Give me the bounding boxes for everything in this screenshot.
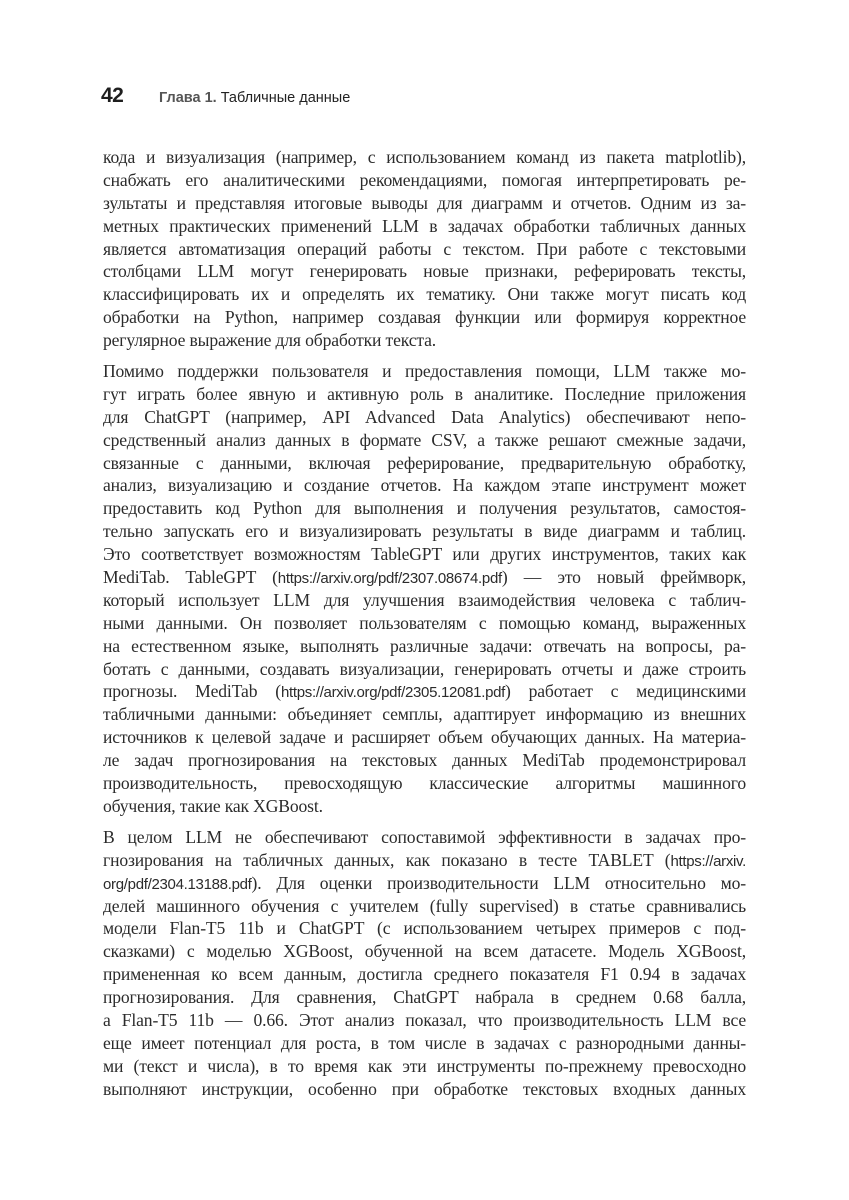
text-line: кода и визуализация (например, с использованием команд из пакета matplotlib),	[103, 147, 746, 167]
text-line: средственный анализ данных в формате CSV, а также решают смежные задачи,	[103, 429, 746, 450]
text-line-with-link	[103, 566, 746, 589]
text-fragment: ) работает с медицинскими	[505, 681, 746, 702]
text-line: примененная ко всем данным, достигла среднего показателя F1 0.94 в задачах	[103, 964, 746, 985]
body-text	[103, 146, 746, 1109]
text-line: ботать с данными, создавать визуализации, генерировать отчеты и даже строить	[103, 658, 746, 679]
text-line: который использует LLM для улучшения взаимодействия человека с таблич-	[103, 589, 746, 610]
text-line: снабжать его аналитическими рекомендациями, помогая интерпретировать ре-	[103, 169, 746, 190]
text-line: ми (текст и числа), в то время как эти инструменты по-прежнему превосходно	[103, 1055, 746, 1076]
text-line: табличными данными: объединяет семплы, адаптирует информацию из внешних	[103, 704, 746, 725]
text-line: делей машинного обучения с учителем (fully supervised) в статье сравнивались	[103, 895, 746, 916]
page-number: 42	[101, 84, 124, 107]
text-line: зультаты и представляя итоговые выводы для диаграмм и отчетов. Одним из за-	[103, 192, 746, 213]
text-fragment: гнозирования на табличных данных, как показано в тесте TABLET (	[103, 849, 671, 870]
text-line: регулярное выражение для обработки текста.	[103, 330, 437, 351]
text-line: анализ, визуализацию и создание отчетов. На каждом этапе инструмент может	[103, 475, 746, 496]
paragraph-2	[103, 360, 746, 818]
text-line: В целом LLM не обеспечивают сопоставимой эффективности в задачах про-	[103, 826, 746, 847]
text-fragment: прогнозы. MediTab (	[103, 681, 281, 702]
text-line: Это соответствует возможностям TableGPT или других инструментов, таких как	[103, 544, 746, 565]
text-line: ле задач прогнозирования на текстовых данных MediTab продемонстрировал	[103, 750, 746, 771]
text-line: гут играть более явную и активную роль в аналитике. Последние приложения	[103, 383, 746, 404]
text-line: на естественном языке, выполнять различные задачи: отвечать на вопросы, ра-	[103, 635, 746, 656]
paragraph-3	[103, 826, 746, 1101]
meditab-link[interactable]: https://arxiv.org/pdf/2305.12081.pdf	[280, 684, 506, 702]
text-line: источников к целевой задаче и расширяет объем обучающих данных. На материа-	[103, 727, 746, 748]
tablet-link-part-1[interactable]: https://arxiv.	[670, 852, 746, 870]
text-line: столбцами LLM могут генерировать новые признаки, реферировать тексты,	[103, 261, 746, 282]
paragraph-1	[103, 146, 746, 352]
text-line: для ChatGPT (например, API Advanced Data Analytics) обеспечивают непо-	[103, 406, 746, 427]
text-line: производительность, превосходящую классические алгоритмы машинного	[103, 773, 746, 794]
chapter-label: Глава 1.	[159, 90, 217, 106]
running-header	[101, 84, 350, 112]
text-line: метных практических применений LLM в задачах обработки табличных данных	[103, 215, 746, 236]
chapter-title: Табличные данные	[220, 90, 351, 106]
text-line: прогнозирования. Для сравнения, ChatGPT набрала в среднем 0.68 балла,	[103, 987, 746, 1008]
text-line: еще имеет потенциал для роста, в том числе в задачах с разнородными данны-	[103, 1032, 746, 1053]
text-fragment: ) — это новый фреймворк,	[501, 567, 746, 588]
tablegpt-link[interactable]: https://arxiv.org/pdf/2307.08674.pdf	[277, 570, 502, 588]
text-line: модели Flan-T5 11b и ChatGPT (с использованием четырех примеров с под-	[103, 918, 746, 939]
text-line-with-link	[103, 872, 746, 895]
text-line: связанные с данными, включая реферирование, предварительную обработку,	[103, 452, 746, 473]
text-line: классифицировать их и определять их тематику. Они также могут писать код	[103, 284, 746, 305]
text-line: является автоматизация операций работы с текстом. При работе с текстовыми	[103, 238, 746, 259]
text-line: ными данными. Он позволяет пользователям с помощью команд, выраженных	[103, 612, 746, 633]
text-line-with-link	[103, 849, 746, 872]
text-fragment: ). Для оценки производительности LLM относительно мо-	[251, 872, 746, 893]
text-line: тельно запускать его и визуализировать результаты в виде диаграмм и таблиц.	[103, 521, 746, 542]
text-fragment: MediTab. TableGPT (	[103, 567, 278, 588]
text-line: выполняют инструкции, особенно при обработке текстовых входных данных	[103, 1078, 746, 1099]
text-line: обучения, такие как XGBoost.	[103, 795, 323, 816]
text-line: сказками) с моделью XGBoost, обученной на всем датасете. Модель XGBoost,	[103, 941, 746, 962]
text-line-with-link	[103, 680, 746, 703]
text-line: Помимо поддержки пользователя и предоставления помощи, LLM также мо-	[103, 361, 746, 382]
text-line: а Flan-T5 11b — 0.66. Этот анализ показал, что производительность LLM все	[103, 1009, 746, 1030]
text-line: обработки на Python, например создавая функции или формируя корректное	[103, 307, 746, 328]
text-line: предоставить код Python для выполнения и получения результатов, самостоя-	[103, 498, 746, 519]
tablet-link-part-2[interactable]: org/pdf/2304.13188.pdf	[103, 875, 252, 893]
